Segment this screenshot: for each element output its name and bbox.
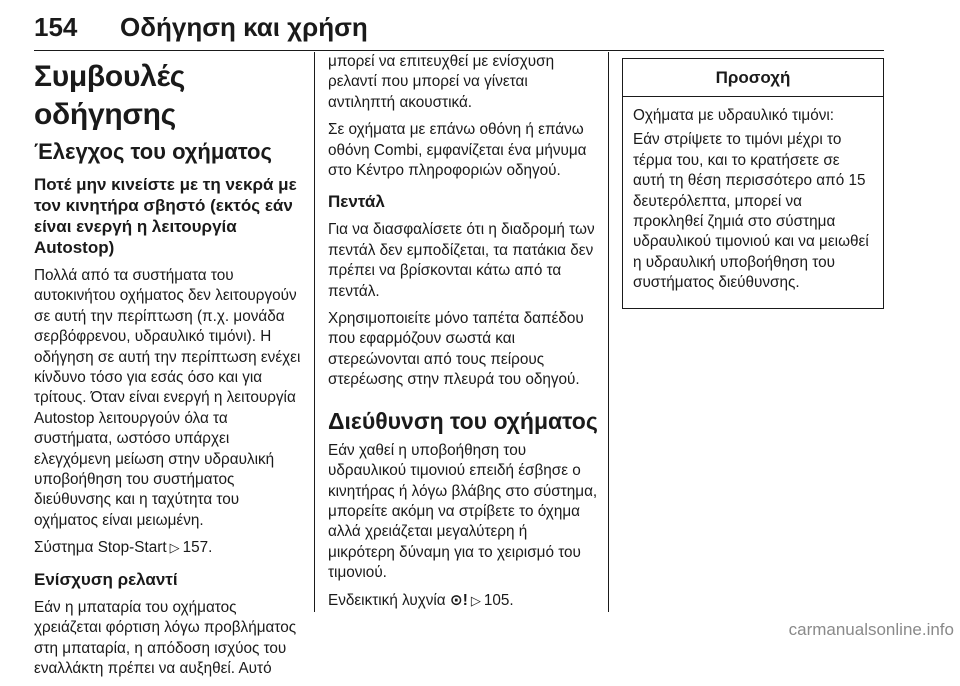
body-paragraph: Χρησιμοποιείτε μόνο ταπέτα δαπέδου που εφαρμόζουν σωστά και στερεώνονται από τους πείρους στερέωσης στην πλευρά του οδηγού. xyxy=(328,310,584,389)
lamp-reference[interactable] xyxy=(328,591,598,611)
column-middle xyxy=(328,52,598,618)
warning-title: Προσοχή xyxy=(623,59,883,97)
body-paragraph: Εάν χαθεί η υποβοήθηση του υδραυλικού τιμονιού επειδή έσβησε ο κινητήρας ή λόγω βλάβης στο σύστημα, μπορείτε ακόμη να στρίβετε το όχημα αλλά χρειάζεται μεγαλύτερη ή μικρότερη δύναμη για το χειρισμό του τιμονιού. xyxy=(328,441,598,582)
lamp-page: 105. xyxy=(483,591,514,609)
warning-text: Εάν στρίψετε το τιμόνι μέχρι το τέρμα του, και το κρατήσετε σε αυτή τη θέση περισσότερο από 15 δευτερόλεπτα, μπορεί να προκληθεί ζημιά στο σύστημα υδραυλικού τιμονιού και να μειωθεί η υδραυλική υποβοήθηση του συστήματος διεύθυνσης. xyxy=(633,131,869,292)
xref-arrow-icon: ▷ xyxy=(169,540,180,556)
cross-reference[interactable] xyxy=(34,538,304,558)
page-header xyxy=(34,10,884,51)
column-divider xyxy=(314,52,315,612)
paragraph-heading: Ποτέ μην κινείστε με τη νεκρά με τον κινητήρα σβηστό (εκτός εάν είναι ενεργή η λειτουργία Autostop) xyxy=(34,175,297,257)
body-paragraph: Πολλά από τα συστήματα του αυτοκινήτου οχήματος δεν λειτουργούν σε αυτή την περίπτωση (π.χ. μονάδα σερβόφρενου, υδραυλικό τιμόνι). Η οδήγηση σε αυτή την περίπτωση ενέχει κίνδυνο τόσο για εσάς όσο και για τρίτους. Όταν είναι ενεργή η λειτουργία Autostop λειτουργούν όλα τα συστήματα, ωστόσο υπάρχει ελεγχόμενη μείωση στην υδραυλική υποβοήθηση του συστήματος διεύθυνσης και η ταχύτητα του οχήματος είναι μειωμένη. xyxy=(34,267,301,529)
page-number: 154 xyxy=(34,12,78,42)
warning-text: Οχήματα με υδραυλικό τιμόνι: xyxy=(633,107,835,124)
xref-page: 157. xyxy=(182,539,213,557)
body-paragraph: Για να διασφαλίσετε ότι η διαδρομή των πεντάλ δεν εμποδίζεται, τα πατάκια δεν πρέπει να βρίσκονται κάτω από τα πεντάλ. xyxy=(328,221,595,300)
body-paragraph: Εάν η μπαταρία του οχήματος χρειάζεται φόρτιση λόγω προβλήματος στη μπαταρία, η απόδοση ισχύος του εναλλάκτη πρέπει να αυξηθεί. Αυτό xyxy=(34,598,297,677)
lamp-text: Ενδεικτική λυχνία xyxy=(328,591,446,609)
steering-warning-lamp-icon: ⊙! xyxy=(449,591,468,609)
watermark: carmanualsonline.info xyxy=(788,620,954,639)
xref-arrow-icon: ▷ xyxy=(470,592,481,608)
steering-heading: Διεύθυνση του οχήματος xyxy=(328,407,598,434)
section-title: Συμβουλές οδήγησης xyxy=(34,60,186,131)
body-paragraph: μπορεί να επιτευχθεί με ενίσχυση ρελαντί που μπορεί να γίνεται αντιληπτή ακουστικά. xyxy=(328,53,555,111)
running-title: Οδήγηση και χρήση xyxy=(120,12,368,42)
xref-text: Σύστημα Stop-Start xyxy=(34,539,167,557)
subsection-heading: Ενίσχυση ρελαντί xyxy=(34,569,178,589)
subsection-title: Έλεγχος του οχήματος xyxy=(34,139,272,164)
body-paragraph: Σε οχήματα με επάνω οθόνη ή επάνω οθόνη Combi, εμφανίζεται ένα μήνυμα στο Κέντρο πληροφοριών οδηγού. xyxy=(328,121,587,180)
warning-body xyxy=(623,97,883,308)
pedals-heading: Πεντάλ xyxy=(328,192,385,212)
column-right xyxy=(622,52,884,309)
column-divider xyxy=(608,52,609,612)
warning-box xyxy=(622,58,884,309)
column-left xyxy=(34,52,304,686)
